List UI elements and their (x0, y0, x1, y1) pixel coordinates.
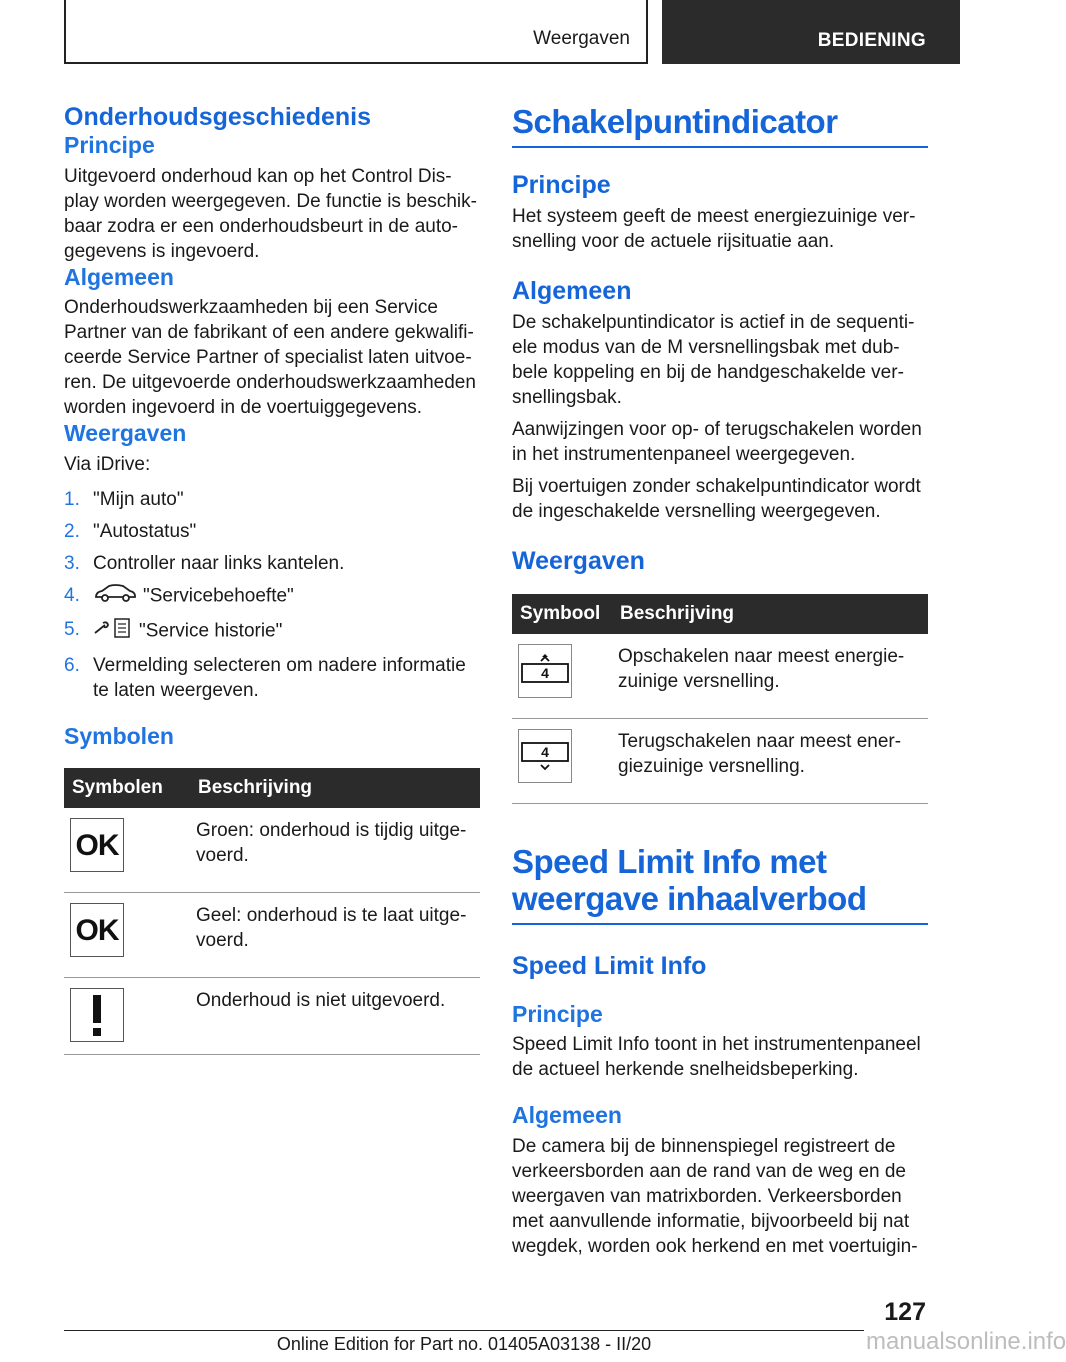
ok-green-icon: OK (70, 818, 124, 872)
list-item: 1. "Mijn auto" (64, 488, 184, 510)
heading-speed-algemeen: Algemeen (512, 1102, 622, 1129)
car-icon (93, 583, 137, 610)
table-row (64, 978, 480, 1055)
symbols-table (64, 768, 480, 1055)
ok-yellow-icon: OK (70, 903, 124, 957)
principe-text: Het systeem geeft de meest energiezuinige ver-snelling voor de actuele rijsituatie aan. (512, 206, 916, 253)
list-item: 6. Vermelding selecteren om nadere informatie te laten weergeven. (64, 654, 466, 701)
column-header-symbool: Symbool (512, 594, 612, 634)
speed-principe-text: Speed Limit Info toont in het instrumentenpaneel de actueel herkende snelheidsbeperking. (512, 1034, 921, 1081)
heading-speed-principe: Principe (512, 1000, 603, 1027)
chapter-title-speed-limit-info: Speed Limit Info met weergave inhaalverbod (512, 844, 928, 925)
header-chapter-title: BEDIENING (817, 30, 926, 51)
list-item: 3. Controller naar links kantelen. (64, 552, 345, 574)
footer-edition: Online Edition for Part no. 01405A03138 - II/20 (276, 1334, 652, 1354)
heading-speed-limit-info: Speed Limit Info (512, 951, 707, 980)
header-section-title: Weergaven (533, 28, 630, 49)
heading-weergaven: Weergaven (64, 420, 187, 447)
weergaven-intro: Via iDrive: (64, 453, 151, 475)
algemeen-text: Onderhoudswerkzaamheden bij een Service Partner van de fabrikant of een andere gekwalifi-ceerde Service Partner of specialist laten uitvoe-ren. De uitgevoerde onderhoudswerkzaamheden worden ingevoerd in de voertuiggegevens. (64, 297, 476, 419)
column-header-beschrijving: Beschrijving (190, 768, 480, 808)
upshift-icon (518, 644, 572, 698)
heading-algemeen: Algemeen (512, 277, 632, 306)
heading-weergaven: Weergaven (512, 547, 645, 576)
algemeen-paragraph-3: Bij voertuigen zonder schakelpuntindicator wordt de ingeschakelde versnelling weergegeven. (512, 476, 921, 523)
algemeen-paragraph-1: De schakelpuntindicator is actief in de sequenti-ele modus van de M versnellingsbak met dub-bele koppeling en bij de handgeschakelde ver-snellingsbak. (512, 312, 915, 409)
heading-principe: Principe (512, 171, 611, 200)
service-history-icon (93, 617, 133, 646)
speed-algemeen-text: De camera bij de binnenspiegel registreert de verkeersborden aan de rand van de weg en de weergaven van matrixborden. Verkeersborden met aanvullende informatie, bijvoorbeeld bij nat wegdek, worden ook herkend en met voertuigin- (512, 1136, 918, 1258)
table-cell-description: Onderhoud is niet uitgevoerd. (190, 978, 480, 1055)
algemeen-paragraph-2: Aanwijzingen voor op- of terugschakelen worden in het instrumentenpaneel weergegeven. (512, 419, 922, 466)
svg-text:4: 4 (541, 665, 549, 682)
exclamation-icon (70, 988, 124, 1042)
watermark: manualsonline.info (866, 1328, 1066, 1355)
heading-symbolen: Symbolen (64, 722, 174, 749)
table-cell-description: Opschakelen naar meest energie-zuinige versnelling. (612, 634, 928, 719)
table-cell-description: Geel: onderhoud is te laat uitge-voerd. (190, 893, 480, 978)
heading-principe: Principe (64, 132, 155, 158)
table-header-row (512, 594, 928, 634)
table-cell-description: Terugschakelen naar meest ener-giezuinige versnelling. (612, 719, 928, 804)
table-row (512, 719, 928, 804)
list-item: 2. "Autostatus" (64, 520, 197, 542)
table-row (64, 808, 480, 893)
downshift-icon (518, 729, 572, 783)
gear-symbols-table (512, 594, 928, 804)
column-header-symbolen: Symbolen (64, 768, 190, 808)
chapter-title-schakelpuntindicator: Schakelpuntindicator (512, 104, 928, 148)
principe-text: Uitgevoerd onderhoud kan op het Control Dis-play worden weergegeven. De functie is beschik-baar zodra er een onderhoudsbeurt in de auto-gegevens is ingevoerd. (64, 165, 477, 262)
header-chapter-box (662, 0, 960, 64)
table-header-row (64, 768, 480, 808)
column-header-beschrijving: Beschrijving (612, 594, 928, 634)
steps-list (64, 487, 480, 703)
table-row (512, 634, 928, 719)
table-cell-description: Groen: onderhoud is tijdig uitge-voerd. (190, 808, 480, 893)
list-item: 5. "Service historie" (64, 617, 480, 646)
header-section-box (64, 0, 648, 64)
right-column (512, 104, 928, 1259)
table-row (64, 893, 480, 978)
left-column (64, 100, 480, 1055)
section-title-onderhoudsgeschiedenis: Onderhoudsgeschiedenis (64, 103, 372, 131)
list-item: 4. "Servicebehoefte" (64, 583, 480, 610)
page-number: 127 (884, 1298, 926, 1326)
svg-text:4: 4 (541, 744, 549, 761)
heading-algemeen: Algemeen (64, 263, 174, 290)
footer-divider (64, 1330, 864, 1331)
